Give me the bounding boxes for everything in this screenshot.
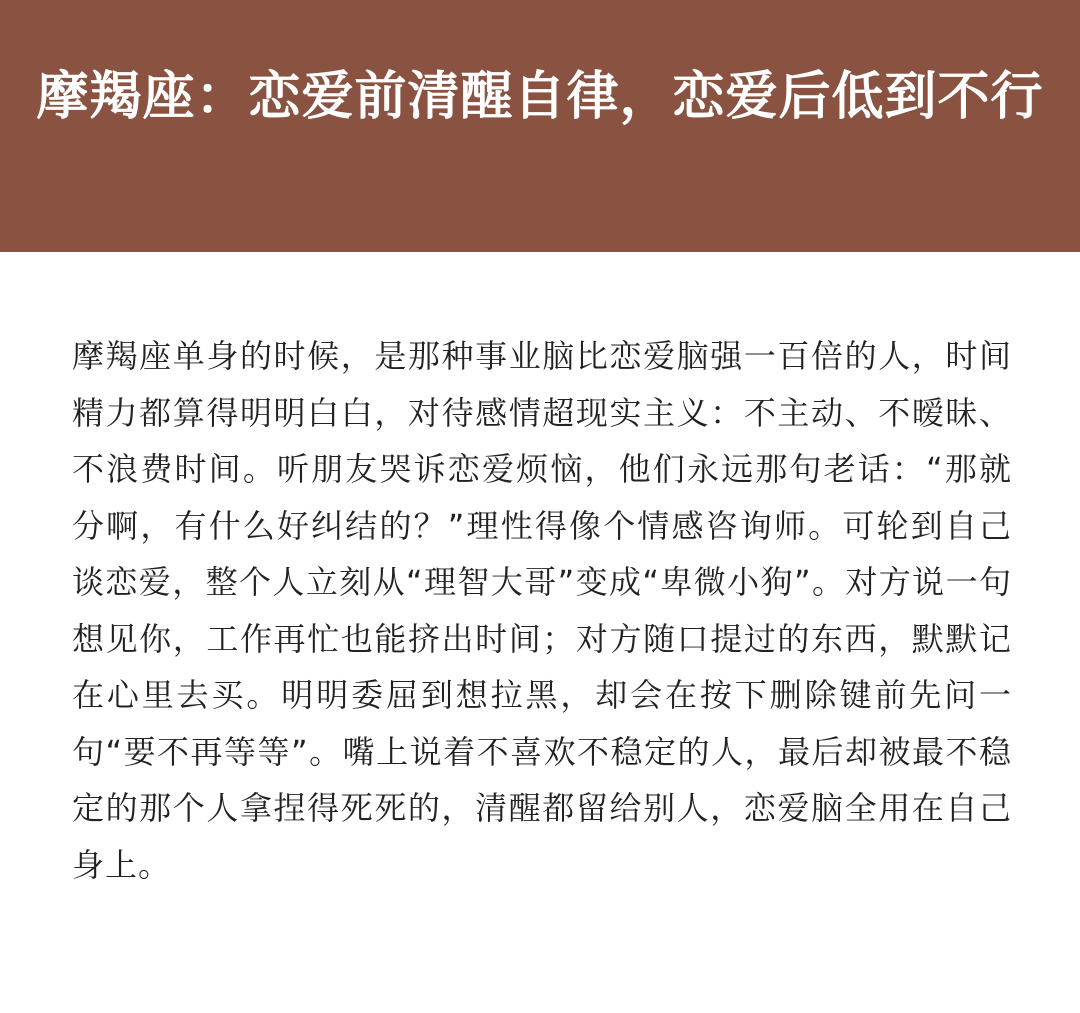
page-title: 摩羯座：恋爱前清醒自律，恋爱后低到不行	[36, 67, 1044, 127]
title-banner	[0, 0, 1080, 252]
article-body: 摩羯座单身的时候，是那种事业脑比恋爱脑强一百倍的人，时间精力都算得明明白白，对待感情超现实主义：不主动、不暧昧、不浪费时间。听朋友哭诉恋爱烦恼，他们永远那句老话：“那就分啊，有什么好纠结的？”理性得像个情感咨询师。可轮到自己谈恋爱，整个人立刻从“理智大哥”变成“卑微小狗”。对方说一句想见你，工作再忙也能挤出时间；对方随口提过的东西，默默记在心里去买。明明委屈到想拉黑，却会在按下删除键前先问一句“要不再等等”。嘴上说着不喜欢不稳定的人，最后却被最不稳定的那个人拿捏得死死的，清醒都留给别人，恋爱脑全用在自己身上。	[72, 337, 1012, 884]
